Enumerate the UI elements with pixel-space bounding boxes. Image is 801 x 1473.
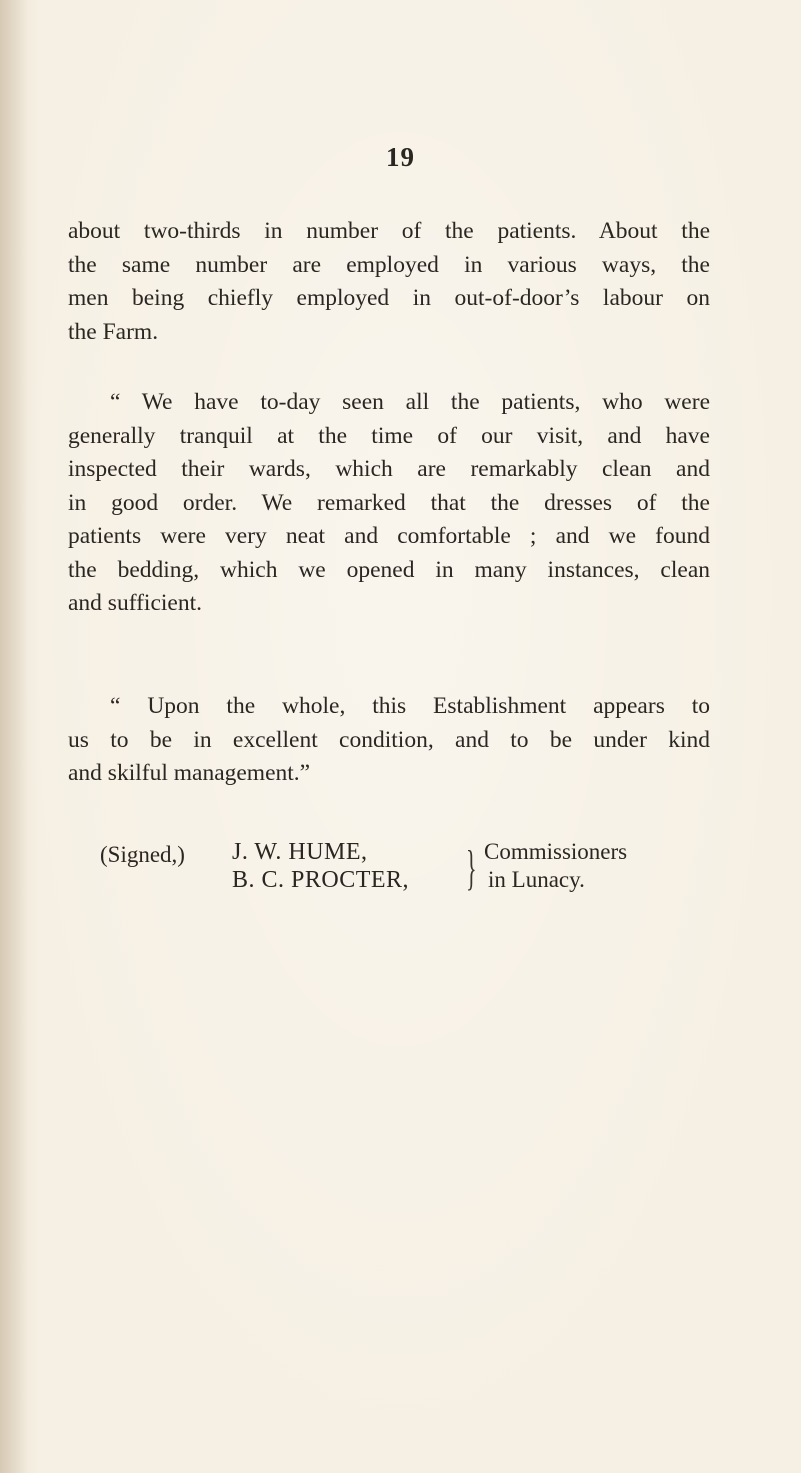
title-line: Commissioners — [484, 839, 628, 864]
signatory-title — [484, 838, 627, 894]
paragraph-3 — [68, 690, 710, 791]
text-line: in good order. We remarked that the dresses of the — [68, 489, 710, 516]
brace-glyph: } — [466, 839, 477, 895]
text-line: us to be in excellent condition, and to be under kind — [68, 726, 710, 753]
signature-block — [100, 838, 720, 900]
text-line: the Farm. — [68, 318, 159, 345]
text-line: inspected their wards, which are remarkably clean and — [68, 456, 710, 482]
page-edge-shadow — [0, 0, 28, 1473]
text-line: and sufficient. — [68, 590, 203, 616]
text-line: “ Upon the whole, this Establishment appears to — [110, 693, 710, 719]
text-line: men being chiefly employed in out-of-door’s labour on — [68, 285, 710, 311]
signatory-name: B. C. PROCTER, — [232, 867, 410, 893]
text-line: “ We have to-day seen all the patients, who were — [110, 389, 710, 415]
signatory-names — [232, 838, 409, 894]
text-line: patients were very neat and comfortable ; and we found — [68, 523, 710, 549]
text-line: about two-thirds in number of the patients. About the — [68, 218, 710, 244]
signed-label: (Signed,) — [100, 842, 185, 867]
paragraph-2 — [68, 386, 710, 621]
text-line: generally tranquil at the time of our visit, and have — [68, 422, 710, 449]
text-line: the bedding, which we opened in many instances, clean — [68, 556, 710, 583]
page-number: 19 — [386, 142, 415, 172]
text-line: the same number are employed in various ways, the — [68, 251, 710, 278]
text-line: and skilful management.” — [68, 760, 311, 786]
signatory-name: J. W. HUME, — [232, 839, 368, 865]
paragraph-1 — [68, 215, 710, 349]
title-line: in Lunacy. — [488, 867, 585, 892]
